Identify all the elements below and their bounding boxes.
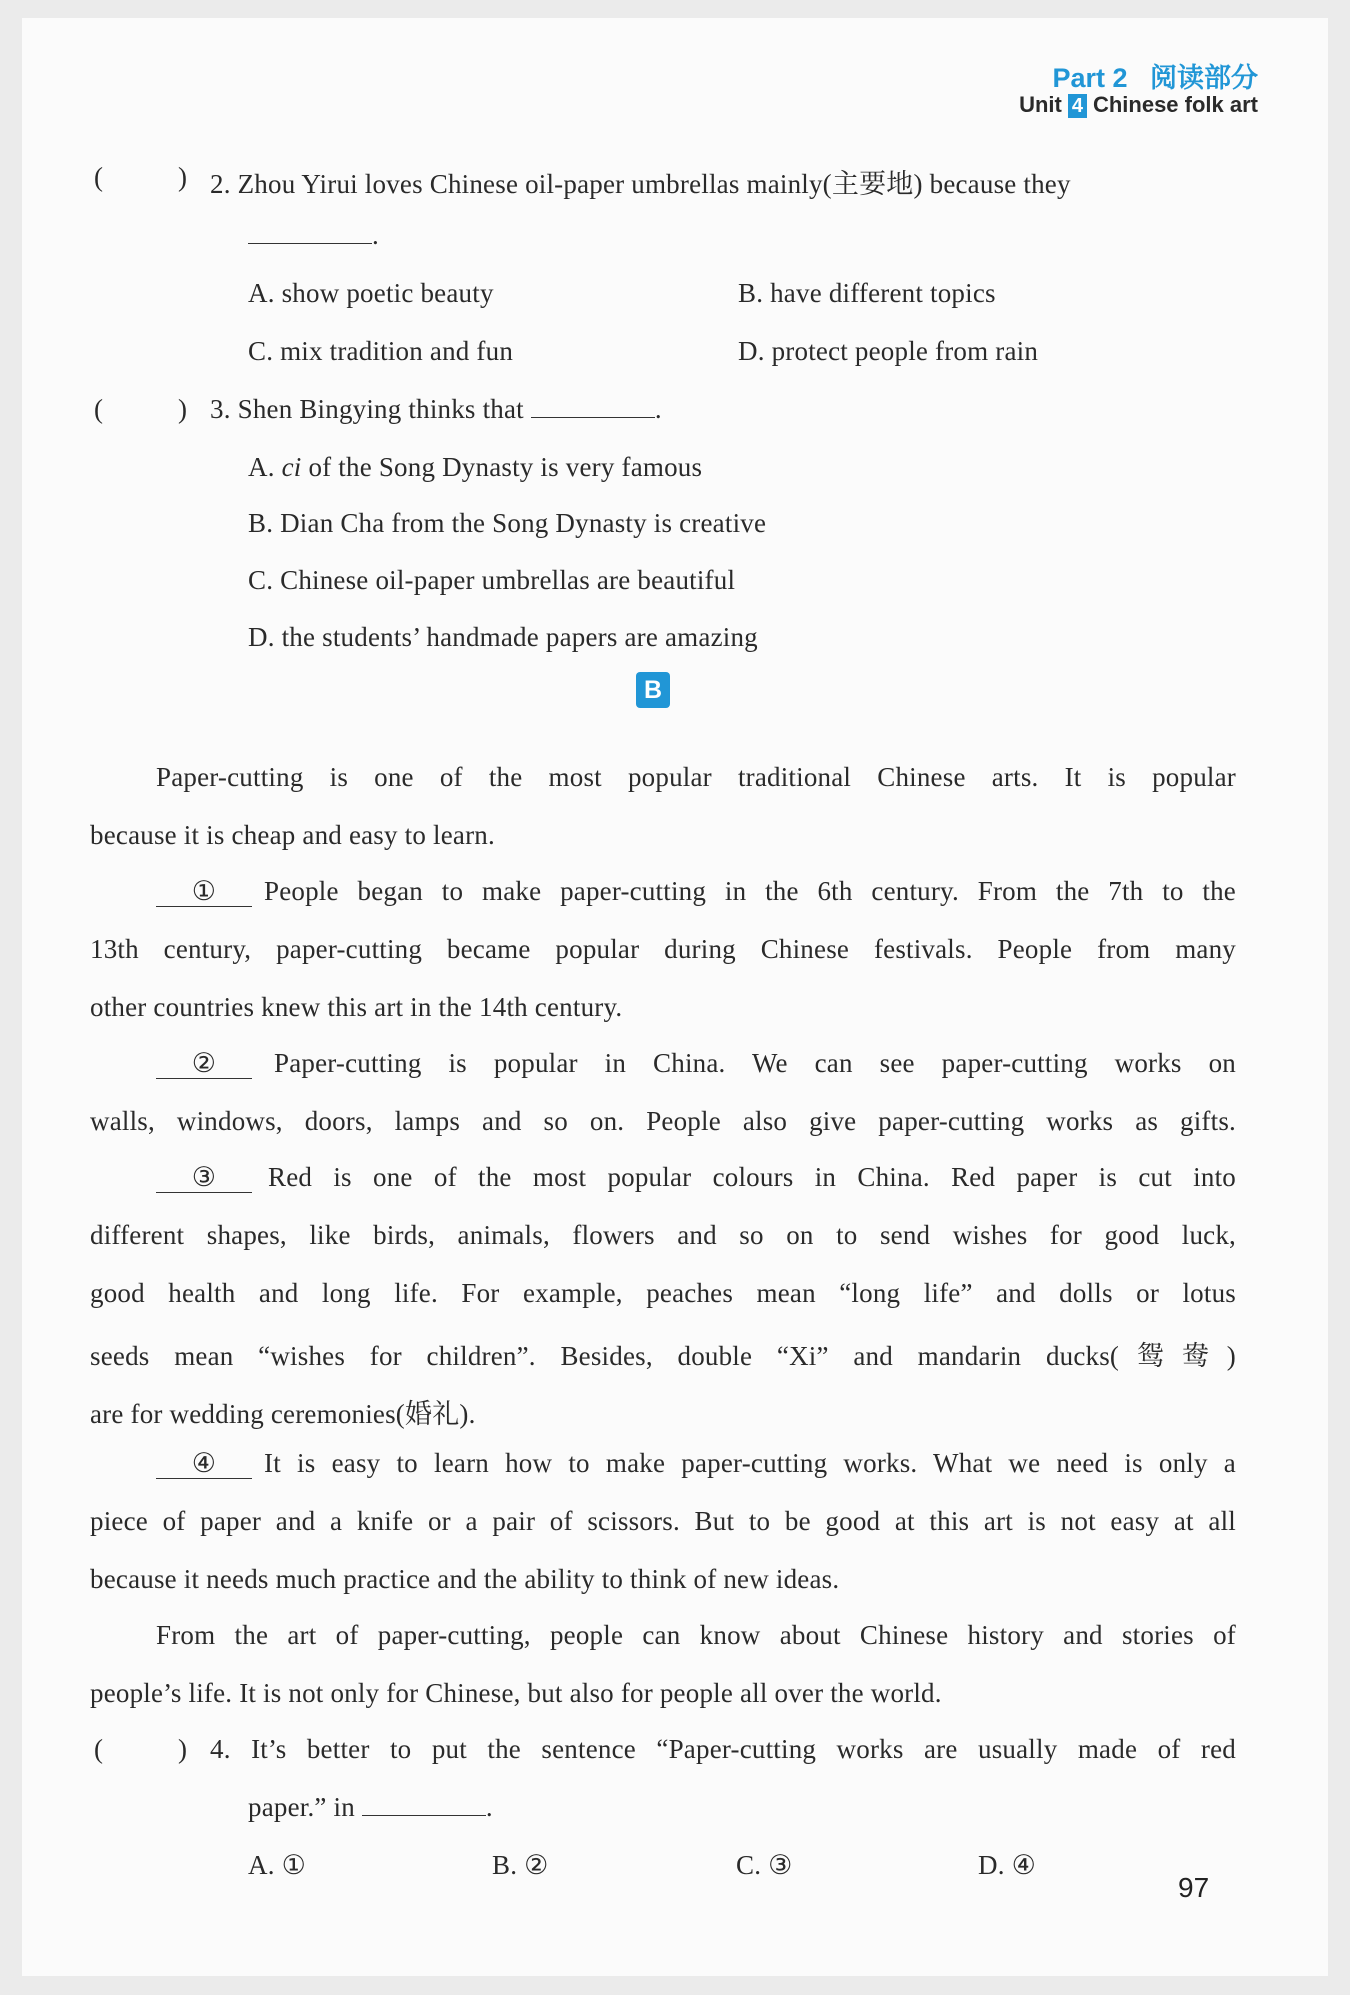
passage-p2-line3: other countries knew this art in the 14th century. xyxy=(90,992,623,1022)
header-unit xyxy=(1019,92,1258,118)
passage-p4-line5: are for wedding ceremonies(婚礼). xyxy=(90,1399,476,1429)
q3-paren-open: ( xyxy=(94,394,103,424)
q3-option-b: B. Dian Cha from the Song Dynasty is creative xyxy=(248,508,767,538)
passage-blank-1[interactable]: ① xyxy=(156,876,252,907)
q2-option-d: D. protect people from rain xyxy=(738,336,1039,366)
passage-p4-line1: Red is one of the most popular colours in China. Red paper is cut into xyxy=(268,1162,1236,1192)
q2-option-b: B. have different topics xyxy=(738,278,996,308)
header-unit-label: Unit xyxy=(1019,92,1062,117)
passage-p4-line4: seeds mean “wishes for children”. Besides, double “Xi” and mandarin ducks(鸳鸯) xyxy=(90,1341,1236,1371)
page-number: 97 xyxy=(1178,1872,1210,1903)
q4-end: . xyxy=(485,1792,493,1822)
passage-p3-line2: walls, windows, doors, lamps and so on. People also give paper-cutting works as gifts. xyxy=(90,1106,1236,1136)
q2-answer-line xyxy=(248,220,379,251)
q2-stem: 2. Zhou Yirui loves Chinese oil-paper umbrellas mainly(主要地) because they xyxy=(210,169,1071,199)
q3-option-a-prefix: A. xyxy=(248,452,275,482)
q2-paren-close: ) xyxy=(178,162,187,192)
q3-option-a xyxy=(248,452,702,483)
q3-end: . xyxy=(654,394,662,424)
passage-blank-3[interactable]: ③ xyxy=(156,1162,252,1193)
q4-paren-open: ( xyxy=(94,1734,103,1764)
passage-p4-line2: different shapes, like birds, animals, flowers and so on to send wishes for good luck, xyxy=(90,1220,1236,1250)
q4-paren-close: ) xyxy=(178,1734,187,1764)
header-part xyxy=(1052,56,1258,95)
header-part-cn: 阅读部分 xyxy=(1150,63,1258,93)
q2-blank[interactable] xyxy=(248,221,372,244)
section-b-badge: B xyxy=(636,672,670,708)
q4-blank[interactable] xyxy=(362,1793,486,1816)
passage-p2-line1: People began to make paper-cutting in the 6th century. From the 7th to the xyxy=(264,876,1236,906)
q2-paren-open: ( xyxy=(94,162,103,192)
q4-option-a: A. ① xyxy=(248,1850,307,1880)
q4-stem-l2: paper.” in xyxy=(248,1792,355,1822)
q3-stem: 3. Shen Bingying thinks that xyxy=(210,394,524,424)
passage-p5-line3: because it needs much practice and the ability to think of new ideas. xyxy=(90,1564,840,1594)
passage-p2-line2: 13th century, paper-cutting became popular during Chinese festivals. People from many xyxy=(90,934,1236,964)
passage-p4-line3: good health and long life. For example, peaches mean “long life” and dolls or lotus xyxy=(90,1278,1236,1308)
q4-stem-line2 xyxy=(248,1792,493,1823)
header-part-label: Part 2 xyxy=(1052,63,1128,93)
q3-paren-close: ) xyxy=(178,394,187,424)
q2-option-a: A. show poetic beauty xyxy=(248,278,494,308)
q3-blank[interactable] xyxy=(531,395,655,418)
passage-p1-line2: because it is cheap and easy to learn. xyxy=(90,820,495,850)
q3-option-d: D. the students’ handmade papers are amazing xyxy=(248,622,758,652)
passage-p6-line2: people’s life. It is not only for Chinese, but also for people all over the world. xyxy=(90,1678,942,1708)
q2-end: . xyxy=(372,220,379,250)
q4-option-b: B. ② xyxy=(492,1850,549,1880)
q3-option-c: C. Chinese oil-paper umbrellas are beautiful xyxy=(248,565,736,595)
passage-blank-2[interactable]: ② xyxy=(156,1048,252,1079)
q4-option-d: D. ④ xyxy=(978,1850,1037,1880)
header-unit-title: Chinese folk art xyxy=(1092,92,1258,117)
passage-blank-4[interactable]: ④ xyxy=(156,1448,252,1479)
q4-stem-line1: 4. It’s better to put the sentence “Paper-cutting works are usually made of red xyxy=(210,1734,1236,1764)
passage-p5-line2: piece of paper and a knife or a pair of scissors. But to be good at this art is not easy at all xyxy=(90,1506,1236,1536)
q3-option-a-italic: ci xyxy=(281,452,302,482)
passage-p5-line1: It is easy to learn how to make paper-cutting works. What we need is only a xyxy=(264,1448,1236,1478)
q4-option-c: C. ③ xyxy=(736,1850,793,1880)
q3-stem-line xyxy=(210,394,662,425)
q3-option-a-rest: of the Song Dynasty is very famous xyxy=(308,452,703,482)
unit-number-badge: 4 xyxy=(1068,94,1087,118)
passage-p1-line1: Paper-cutting is one of the most popular traditional Chinese arts. It is popular xyxy=(156,762,1236,792)
q2-option-c: C. mix tradition and fun xyxy=(248,336,514,366)
passage-p3-line1: Paper-cutting is popular in China. We can see paper-cutting works on xyxy=(274,1048,1236,1078)
passage-p6-line1: From the art of paper-cutting, people can know about Chinese history and stories of xyxy=(156,1620,1236,1650)
